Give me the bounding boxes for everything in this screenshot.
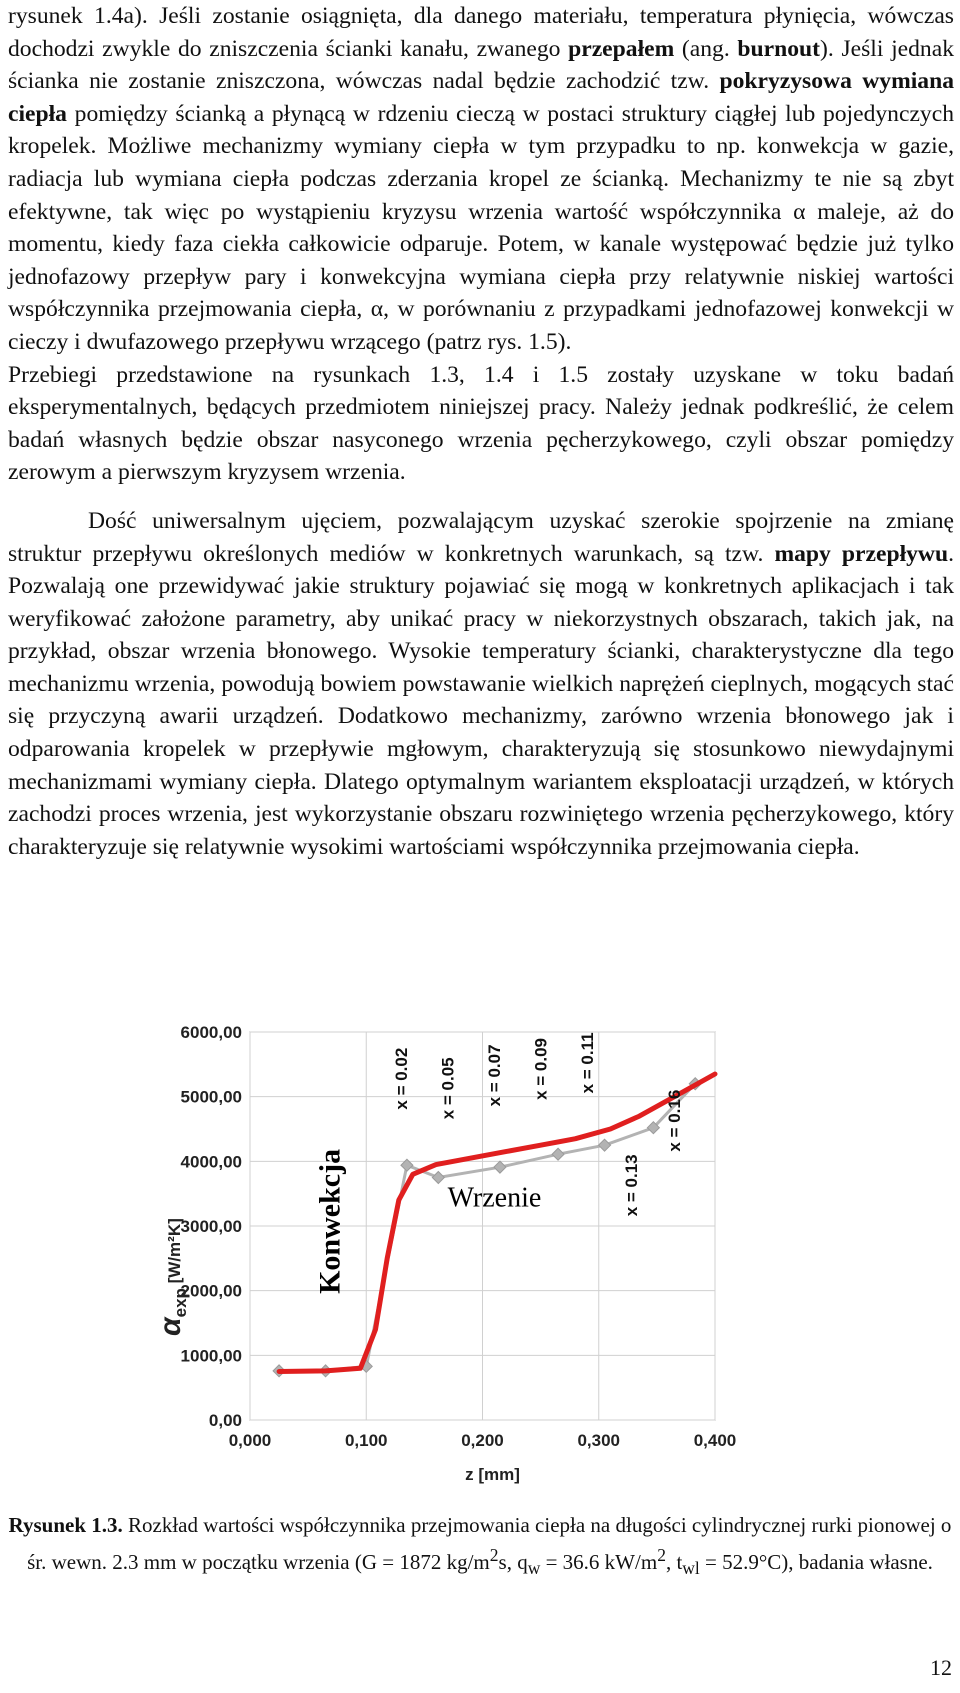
alpha-symbol: α	[793, 198, 806, 225]
y-tick-label: 3000,00	[180, 1217, 242, 1236]
caption-text: s, q	[498, 1550, 528, 1574]
alpha-distribution-chart	[150, 1020, 820, 1510]
bold-term-burnout-pl: przepałem	[568, 35, 675, 62]
caption-text: Rozkład wartości współczynnika przejmowania ciepła na długości cylindrycznej rurki pionowej o śr. wewn. 2.3 mm w początku wrzenia (G = 1872 kg/m	[27, 1513, 952, 1574]
y-tick-label: 0,00	[208, 1411, 242, 1430]
text: rysunek 1.4a). Jeśli zostanie osiągnięta, dla danego materiału, temperatura płynięcia, wówczas dochodzi zwykle do zniszczenia ścianki kanału, zwanego	[8, 3, 954, 62]
y-tick-label: 6000,00	[180, 1023, 242, 1042]
y-tick-label: 4000,00	[180, 1152, 242, 1172]
region-label-boiling: Wrzenie	[447, 1182, 542, 1214]
x-tick-label: 0,100	[344, 1431, 388, 1450]
quality-label: x = 0.05	[438, 1057, 458, 1120]
text: maleje, aż do momentu, kiedy faza ciekła całkowicie odparuje. Potem, w kanale występować będzie już tylko jednofazowy przepływ pary i konwekcyjna wymiana ciepła przy relatywnie niskiej wartości współczynnika przejmowania ciepła,	[8, 198, 954, 323]
paragraph-results: Przebiegi przedstawione na rysunkach 1.3, 1.4 i 1.5 zostały uzyskane w toku badań eksperymentalnych, będących przedmiotem niniejszej pracy. Należy jednak podkreślić, że celem badań własnych będzie obszar nasyconego wrzenia pęcherzykowego, czyli obszar pomiędzy zerowym a pierwszym kryzysem wrzenia.	[8, 361, 954, 486]
x-tick-label: 0,200	[461, 1431, 504, 1450]
alpha-symbol: α	[370, 296, 384, 323]
quality-label: x = 0.02	[391, 1047, 411, 1110]
quality-label: x = 0.07	[484, 1044, 504, 1107]
y-tick-label: 5000,00	[180, 1087, 242, 1107]
x-tick-label: 0,300	[577, 1431, 621, 1450]
x-axis-label: z [mm]	[465, 1465, 520, 1484]
caption-text: , t	[665, 1550, 683, 1574]
text: pomiędzy ścianką a płynącą w rdzeniu cieczą w postaci struktury ciągłej lub pojedynczych kropelek. Możliwe mechanizmy wymiany ciepła w tym przypadku to np. konwekcja w gazie, radiacja lub wymiana ciepła podczas zderzania kropel ze ścianką. Mechanizmy te nie są zbyt efektywne, tak więc po wystąpieniu kryzysu wrzenia wartość współczynnika	[8, 100, 954, 225]
y-tick-label: 1000,00	[180, 1346, 242, 1366]
caption-sub: wl	[682, 1558, 700, 1579]
bold-term-flow-maps: mapy przepływu	[774, 540, 949, 567]
page-number: 12	[930, 1655, 952, 1680]
caption-sub: w	[527, 1558, 541, 1579]
region-label-convection: Konwekcja	[313, 1148, 347, 1294]
caption-text: = 36.6 kW/m	[540, 1550, 658, 1574]
y-axis-label: $\alpha_{exp}$ [W/m²K]	[154, 1218, 190, 1336]
y-tick-label: 2000,00	[180, 1281, 242, 1301]
text: (ang.	[674, 35, 738, 62]
caption-text: = 52.9°C), badania własne.	[699, 1550, 933, 1574]
text: , w porównaniu z przypadkami jednofazowej konwekcji w cieczy i dwufazowego przepływu wrzącego (patrz rys. 1.5).	[8, 296, 955, 355]
bold-term-post-crisis: pokryzysowa wymiana ciepła	[8, 68, 954, 127]
figure-caption	[0, 1510, 960, 1583]
text: . Pozwalają one przewidywać jakie struktury pojawiać się mogą w konkretnych aplikacjach i tak weryfikować założone parametry, aby unikać pracy w niekorzystnych obszarach, takich jak, na przykład, obszar wrzenia błonowego. Wysokie temperatury ścianki, charakterystyczne dla tego mechanizmu wrzenia, powodują bowiem powstawanie wielkich naprężeń cieplnych, mogących stać się przyczyną awarii urządzeń. Dodatkowo mechanizmy, zarówno wrzenia błonowego jak i odparowania kropelek w przepływie mgłowym, charakteryzują się stosunkowo niewydajnymi mechanizmami wymiany ciepła. Dlatego optymalnym wariantem eksploatacji urządzeń, w których zachodzi proces wrzenia, jest wykorzystanie obszaru rozwiniętego wrzenia pęcherzykowego, który charakteryzuje się relatywnie wysokimi wartościami współczynnika przejmowania ciepła.	[8, 540, 954, 860]
x-tick-label: 0,000	[228, 1431, 272, 1450]
text: Dość uniwersalnym ujęciem, pozwalającym uzyskać szerokie spojrzenie na zmianę struktur przepływu określonych mediów w konkretnych warunkach, są tzw.	[8, 507, 954, 567]
quality-label: x = 0.09	[531, 1037, 551, 1100]
quality-label: x = 0.16	[665, 1089, 685, 1152]
x-tick-label: 0,400	[693, 1431, 737, 1450]
quality-label: x = 0.13	[622, 1154, 642, 1217]
quality-label: x = 0.11	[577, 1032, 597, 1094]
paragraph-post-crisis	[8, 0, 954, 863]
caption-label: Rysunek 1.3.	[8, 1513, 123, 1537]
caption-sup: 2	[657, 1545, 666, 1565]
bold-term-burnout: burnout	[737, 35, 821, 62]
text: ). Jeśli jednak ścianka nie zostanie zniszczona, wówczas nadal będzie zachodzić tzw.	[8, 35, 954, 95]
caption-sup: 2	[489, 1545, 499, 1565]
